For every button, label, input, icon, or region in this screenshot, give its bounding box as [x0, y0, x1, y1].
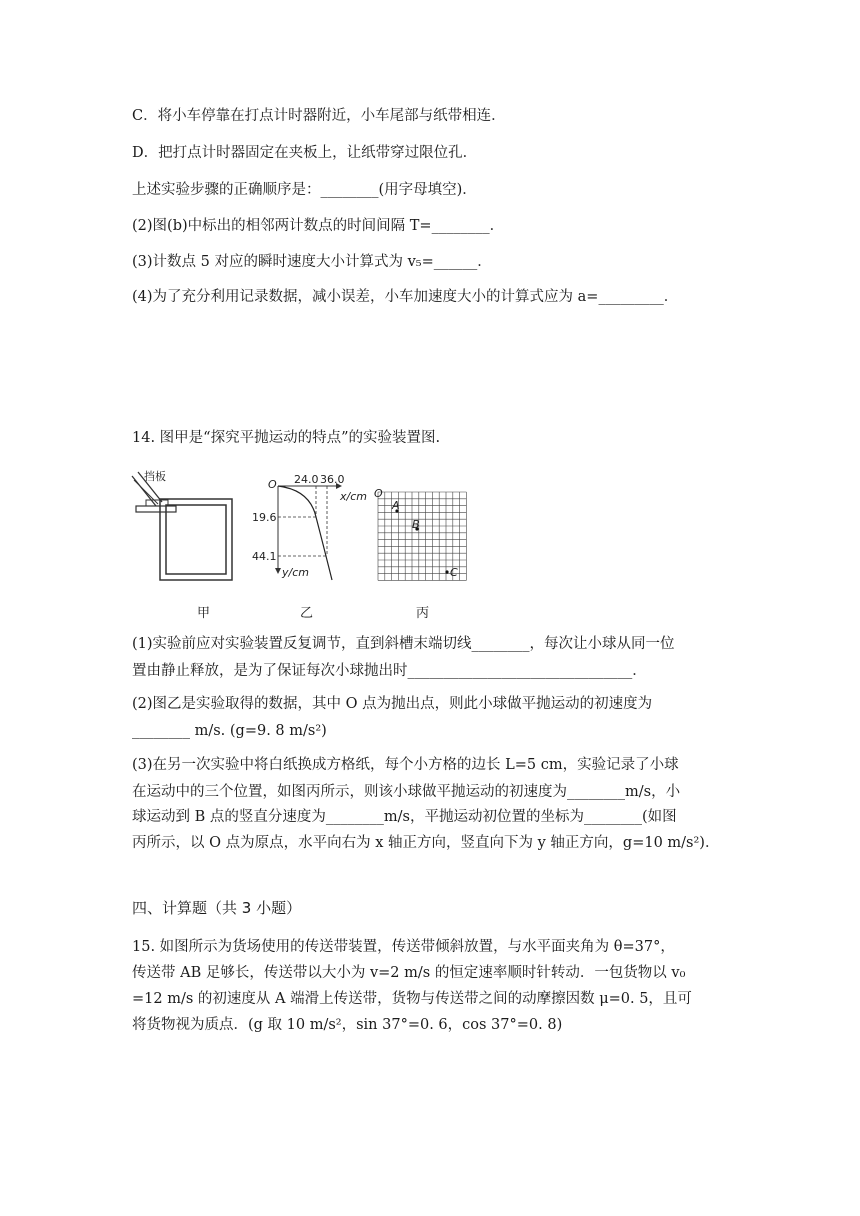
q13-step-d: D．把打点计时器固定在夹板上，让纸带穿过限位孔． — [132, 145, 478, 161]
section-heading: 四、计算题（共 3 小题） — [132, 899, 302, 917]
figure-yi-x-tick-2: 36.0 — [320, 473, 345, 486]
q14-part-3-line-3: 球运动到 B 点的竖直分速度为________m/s，平抛运动初位置的坐标为________(如图 — [132, 809, 677, 825]
q13-step-c: C．将小车停靠在打点计时器附近，小车尾部与纸带相连． — [132, 108, 506, 124]
q15-line-3: =12 m/s 的初速度从 A 端滑上传送带，货物与传送带之间的动摩擦因数 μ=0. 5，且可 — [132, 991, 692, 1007]
q13-order-question: 上述实验步骤的正确顺序是：________(用字母填空)． — [132, 182, 477, 198]
figure-yi-origin-label: O — [268, 478, 277, 491]
q13-part-3: (3)计数点 5 对应的瞬时速度大小计算式为 v₅=______． — [132, 254, 492, 270]
q13-part-4: (4)为了充分利用记录数据，减小误差，小车加速度大小的计算式应为 a=_________． — [132, 289, 679, 305]
figure-yi-x-unit: x/cm — [340, 490, 367, 503]
q14-part-1-line-1: (1)实验前应对实验装置反复调节，直到斜槽末端切线________，每次让小球从同一位 — [132, 636, 675, 652]
q13-part-2: (2)图(b)中标出的相邻两计数点的时间间隔 T=________． — [132, 218, 505, 234]
figure-jia-caption: 甲 — [197, 606, 211, 621]
q15-line-1: 15. 如图所示为货场使用的传送带装置，传送带倾斜放置，与水平面夹角为 θ=37°， — [132, 939, 675, 955]
figure-yi-trajectory-graph — [248, 470, 368, 590]
point-b-label: B — [412, 518, 420, 531]
figure-jia-label: 挡板 — [144, 470, 166, 483]
point-a-label: A — [392, 499, 400, 512]
point-c-marker — [445, 570, 448, 573]
figure-yi-y-tick-2: 44.1 — [252, 550, 277, 563]
q15-line-4: 将货物视为质点．(g 取 10 m/s²，sin 37°=0. 6，cos 37°=0. 8) — [132, 1017, 563, 1033]
figure-bing-origin-label: O — [374, 488, 383, 500]
figure-bing-caption: 丙 — [416, 606, 430, 621]
q14-part-2-line-1: (2)图乙是实验取得的数据，其中 O 点为抛出点，则此小球做平抛运动的初速度为 — [132, 696, 653, 712]
figure-jia-apparatus — [128, 466, 238, 586]
q14-part-3-line-4: 丙所示，以 O 点为原点，水平向右为 x 轴正方向，竖直向下为 y 轴正方向，g=10 m/s²)． — [132, 835, 720, 851]
figure-yi-x-tick-1: 24.0 — [294, 473, 319, 486]
q14-part-3-line-2: 在运动中的三个位置，如图丙所示，则该小球做平抛运动的初速度为________m/s，小 — [132, 784, 681, 800]
q14-part-1-line-2: 置由静止释放，是为了保证每次小球抛出时_______________________________． — [132, 663, 647, 679]
figure-yi-y-unit: y/cm — [282, 566, 309, 579]
q14-part-2-line-2: ________ m/s. (g=9. 8 m/s²) — [132, 723, 327, 739]
figure-yi-y-tick-1: 19.6 — [252, 511, 277, 524]
point-c-label: C — [450, 566, 458, 579]
q14-part-3-line-1: (3)在另一次实验中将白纸换成方格纸，每个小方格的边长 L=5 cm，实验记录了小球 — [132, 757, 679, 773]
q14-title: 14. 图甲是“探究平抛运动的特点”的实验装置图. — [132, 430, 441, 446]
q15-line-2: 传送带 AB 足够长，传送带以大小为 v=2 m/s 的恒定速率顺时针转动．一包货物以 v₀ — [132, 965, 686, 981]
figure-bing-grid-paper — [368, 488, 468, 584]
figure-yi-caption: 乙 — [300, 606, 314, 621]
